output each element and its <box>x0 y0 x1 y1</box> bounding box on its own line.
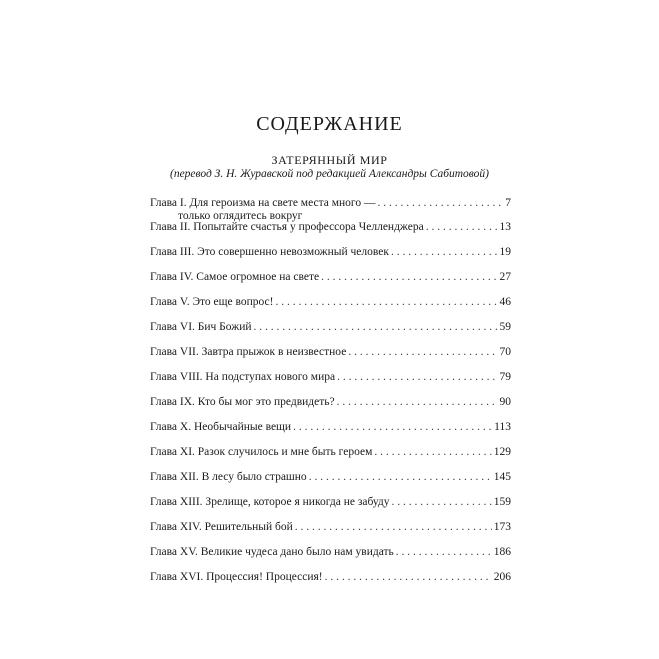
toc-entry-page: 173 <box>493 521 511 533</box>
toc-leader-dots <box>337 371 497 384</box>
toc-leader-dots <box>396 546 492 559</box>
toc-leader-dots <box>321 271 497 284</box>
toc-entry <box>150 246 511 259</box>
toc-entry <box>150 296 511 309</box>
toc-entry <box>150 546 511 559</box>
toc-entry-page: 70 <box>499 346 511 358</box>
toc-entry-label: Глава XI. Разок случилось и мне быть героем <box>150 446 373 458</box>
toc-leader-dots <box>348 346 497 359</box>
toc-entry <box>150 521 511 534</box>
toc-entry-label: Глава IV. Самое огромное на свете <box>150 271 320 283</box>
toc-leader-dots <box>391 246 498 259</box>
toc-entry-label: Глава XIV. Решительный бой <box>150 521 293 533</box>
toc-leader-dots <box>254 321 498 334</box>
toc-entry <box>150 371 511 384</box>
toc-leader-dots <box>426 221 498 234</box>
toc-entry <box>150 396 511 409</box>
toc-entry <box>150 471 511 484</box>
toc-entry-label: Глава XIII. Зрелище, которое я никогда не забуду <box>150 496 390 508</box>
toc-entry <box>150 571 511 584</box>
toc-entry-label: Глава X. Необычайные вещи <box>150 421 292 433</box>
toc-entry-label: Глава V. Это еще вопрос! <box>150 296 274 308</box>
toc-entry-label: Глава IX. Кто бы мог это предвидеть? <box>150 396 335 408</box>
toc-entry <box>150 321 511 334</box>
section-subtitle: (перевод З. Н. Журавской под редакцией Александры Сабитовой) <box>170 168 489 180</box>
toc-entry-label: Глава VII. Завтра прыжок в неизвестное <box>150 346 347 358</box>
toc-leader-dots <box>377 197 503 210</box>
toc-entry-continuation: только оглядитесь вокруг <box>178 210 303 222</box>
toc-leader-dots <box>309 471 492 484</box>
toc-entry-label: Глава VIII. На подступах нового мира <box>150 371 336 383</box>
toc-entry-page: 7 <box>505 197 511 209</box>
toc-leader-dots <box>293 421 492 434</box>
toc-entry-page: 90 <box>499 396 511 408</box>
toc-entry-page: 186 <box>493 546 511 558</box>
toc-entry-label: Глава III. Это совершенно невозможный человек <box>150 246 389 258</box>
toc-entry <box>150 421 511 434</box>
toc-entry-page: 206 <box>493 571 511 583</box>
page-title: СОДЕРЖАНИЕ <box>256 113 403 136</box>
toc-entry-page: 19 <box>499 246 511 258</box>
toc-entry-page: 159 <box>493 496 511 508</box>
toc-entry <box>150 271 511 284</box>
toc-leader-dots <box>275 296 497 309</box>
toc-entry-label: Глава XV. Великие чудеса дано было нам увидать <box>150 546 394 558</box>
toc-entry-page: 46 <box>499 296 511 308</box>
toc-leader-dots <box>325 571 492 584</box>
toc-entry-label: Глава XVI. Процессия! Процессия! <box>150 571 323 583</box>
toc-entry-label: Глава VI. Бич Божий <box>150 321 252 333</box>
section-title: ЗАТЕРЯННЫЙ МИР <box>271 153 388 167</box>
toc-entry <box>150 197 511 223</box>
toc-entry-page: 13 <box>499 221 511 233</box>
toc-leader-dots <box>295 521 492 534</box>
toc-entry-page: 129 <box>493 446 511 458</box>
toc-entry-label: Глава XII. В лесу было страшно <box>150 471 307 483</box>
toc-entry-page: 79 <box>499 371 511 383</box>
toc-entry-page: 27 <box>499 271 511 283</box>
toc-entry <box>150 446 511 459</box>
toc-entry <box>150 346 511 359</box>
toc-leader-dots <box>337 396 498 409</box>
toc-leader-dots <box>374 446 491 459</box>
toc-leader-dots <box>392 496 492 509</box>
toc-entry <box>150 496 511 509</box>
toc-entry <box>150 221 511 234</box>
toc-entry-page: 145 <box>493 471 511 483</box>
toc-entry-label: Глава II. Попытайте счастья у профессора Челленджера <box>150 221 424 233</box>
toc-entry-page: 113 <box>494 421 511 433</box>
toc-entry-label: Глава I. Для героизма на свете места много — <box>150 197 376 209</box>
toc-entry-page: 59 <box>499 321 511 333</box>
